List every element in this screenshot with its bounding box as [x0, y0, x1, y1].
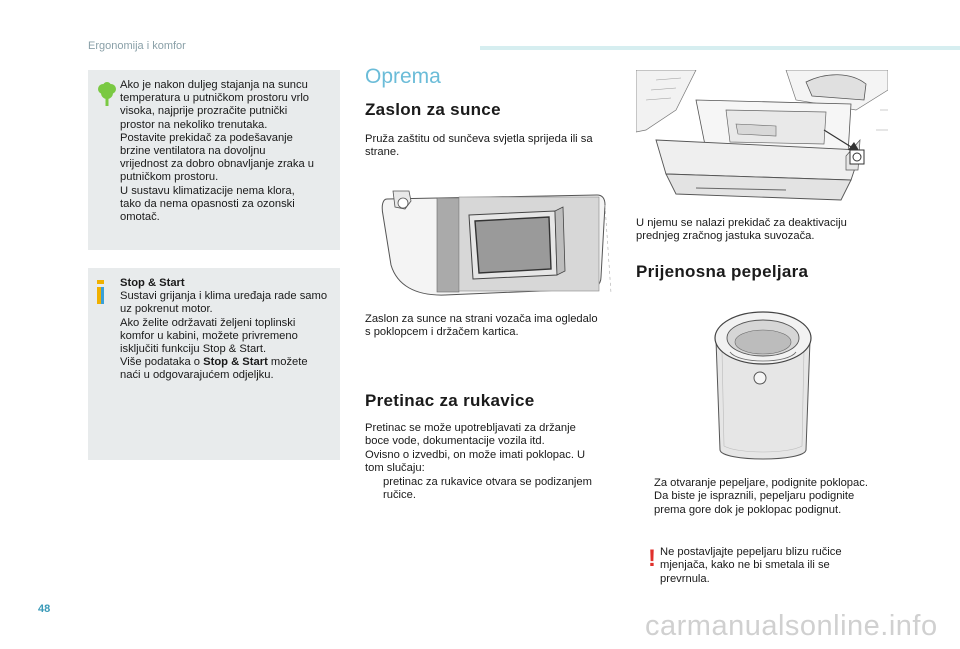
bullet-arrow-icon: [636, 477, 654, 490]
eco-line: temperatura u putničkom prostoru vrlo: [120, 92, 310, 105]
eco-tip-text: [120, 79, 336, 224]
section-header: Ergonomija i komfor: [88, 40, 186, 52]
text-line: U njemu se nalazi prekidač za deaktivaciju: [636, 217, 847, 229]
info-line: Ako želite održavati željeni toplinski: [120, 316, 296, 329]
info-line: komfor u kabini, možete privremeno: [120, 329, 298, 342]
ashtray-bullets: [636, 477, 896, 517]
text-line: ručice.: [383, 489, 416, 502]
sun-visor-caption: [365, 313, 620, 340]
eco-line: tako da nema opasnosti za ozonski: [120, 197, 295, 210]
page-number: 48: [38, 603, 51, 615]
ashtray-bullet: [636, 477, 896, 490]
info-line: naći u odgovarajućem odjeljku.: [120, 369, 274, 382]
glovebox-caption: [636, 217, 891, 244]
info-line: isključiti funkciju Stop & Start.: [120, 343, 267, 356]
info-box: [88, 268, 340, 460]
ashtray-illustration: [708, 300, 818, 468]
sun-visor-illustration: [365, 185, 615, 303]
glovebox-heading: Pretinac za rukavice: [365, 391, 535, 410]
glovebox-illustration: [636, 70, 888, 208]
text-line: Da biste je ispraznili, pepeljaru podignite: [654, 490, 855, 503]
info-text: [120, 277, 336, 383]
text-line: Ne postavljajte pepeljaru blizu ručice: [660, 546, 842, 558]
text-line: pretinac za rukavice otvara se podizanjem: [383, 475, 592, 488]
eco-line: vrijednost za dobro obnavljanje zraka u: [120, 158, 315, 171]
info-title: Stop & Start: [120, 277, 185, 289]
text-line: prevrnula.: [660, 572, 710, 585]
text-line: strane.: [365, 146, 400, 159]
ashtray-heading: Prijenosna pepeljara: [636, 262, 809, 281]
info-line: možete: [267, 356, 308, 369]
ashtray-bullet: [636, 490, 896, 517]
eco-line: visoka, najprije prozračite putnički: [120, 105, 288, 118]
eco-line: omotač.: [120, 211, 160, 224]
info-line: Sustavi grijanja i klima uređaja rade samo: [120, 290, 328, 303]
text-line: prednjeg zračnog jastuka suvozača.: [636, 230, 815, 243]
text-line: mjenjača, kako ne bi smetala ili se: [660, 559, 830, 572]
text-line: Za otvaranje pepeljare, podignite poklopac.: [654, 477, 868, 489]
info-icon: [97, 280, 104, 304]
text-line: boce vode, dokumentacije vozila itd.: [365, 435, 545, 448]
bullet-arrow-icon: [365, 476, 383, 503]
ashtray-warning: [660, 546, 890, 586]
info-line: uz pokrenut motor.: [120, 303, 213, 316]
eco-line: Ako je nakon duljeg stajanja na suncu: [120, 79, 308, 91]
bullet-arrow-icon: [636, 490, 654, 517]
eco-line: putničkom prostoru.: [120, 171, 219, 184]
info-line: Više podataka o: [120, 356, 204, 369]
watermark: carmanualsonline.info: [645, 610, 938, 642]
sun-visor-intro: [365, 133, 615, 160]
eco-line: Postavite prekidač za podešavanje: [120, 131, 293, 144]
text-line: prema gore dok je poklopac podignut.: [654, 503, 842, 516]
warning-icon: !: [648, 545, 656, 572]
eco-line: brzine ventilatora na dovoljnu: [120, 145, 266, 158]
glovebox-bullet: [365, 476, 620, 503]
text-line: Pruža zaštitu od sunčeva svjetla sprijeda ili sa: [365, 133, 593, 145]
sun-visor-heading: Zaslon za sunce: [365, 100, 501, 119]
text-line: Zaslon za sunce na strani vozača ima ogledalo: [365, 313, 598, 325]
eco-line: U sustavu klimatizacije nema klora,: [120, 184, 295, 197]
info-keyword: Stop & Start: [203, 356, 268, 369]
text-line: tom slučaju:: [365, 462, 425, 475]
eco-tip-box: [88, 70, 340, 250]
section-title: Oprema: [365, 65, 441, 88]
glovebox-text: [365, 422, 620, 502]
text-line: Pretinac se može upotrebljavati za držanje: [365, 422, 576, 434]
eco-line: prostor na nekoliko trenutaka.: [120, 118, 268, 131]
text-line: Ovisno o izvedbi, on može imati poklopac. U: [365, 448, 586, 461]
text-line: s poklopcem i držačem kartica.: [365, 326, 519, 339]
eco-tree-icon: [97, 82, 117, 106]
header-bar: [480, 46, 960, 50]
